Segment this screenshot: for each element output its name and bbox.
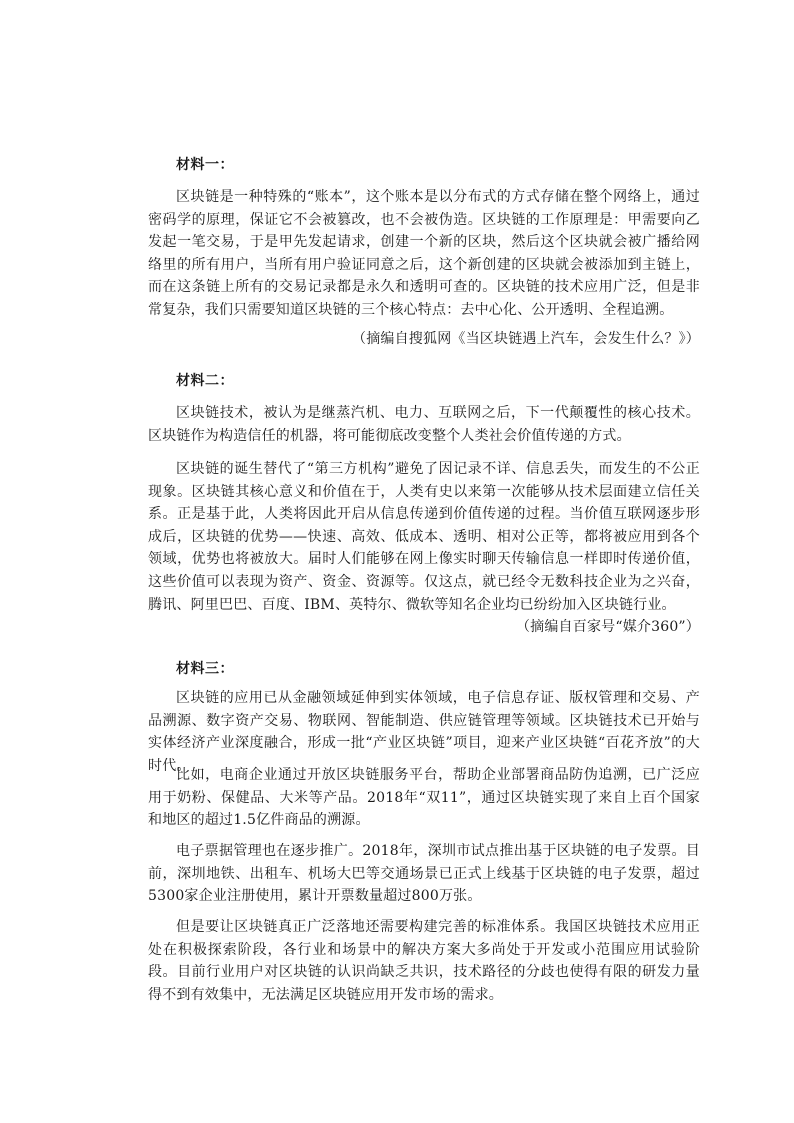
material3-paragraph-1: 区块链的应用已从金融领域延伸到实体领域，电子信息存证、版权管理和交易、产品溯源、数字资产交易、物联网、智能制造、供应链管理等领域。区块链技术已开始与实体经济产业深度融合，形成一批“产业区块链”项目，迎来产业区块链“百花齐放”的大时代。 bbox=[148, 690, 700, 774]
material2-paragraph-2: 区块链的诞生替代了“第三方机构”避免了因记录不详、信息丢失，而发生的不公正现象。区块链其核心意义和价值在于，人类有史以来第一次能够从技术层面建立信任关系。正是基于此，人类将因此开启从信息传递到价值传递的过程。当价值互联网逐步形成后，区块链的优势——快速、高效、低成本、透明、相对公正等，都将被应用到各个领域，优势也将被放大。届时人们能够在网上像实时聊天传输信息一样即时传递价值，这些价值可以表现为资产、资金、资源等。仅这点，就已经令无数科技企业为之兴奋，腾讯、阿里巴巴、百度、IBM、英特尔、微软等知名企业均已纷纷加入区块链行业。 bbox=[148, 461, 700, 613]
material2-heading: 材料二： bbox=[176, 373, 234, 389]
material2-source: （摘编自百家号“媒介360”） bbox=[515, 619, 700, 635]
material3-heading: 材料三： bbox=[176, 661, 234, 677]
material2-paragraph-1: 区块链技术，被认为是继蒸汽机、电力、互联网之后，下一代颠覆性的核心技术。区块链作为构造信任的机器，将可能彻底改变整个人类社会价值传递的方式。 bbox=[148, 405, 700, 444]
material3-paragraph-4: 但是要让区块链真正广泛落地还需要构建完善的标准体系。我国区块链技术应用正处在积极探索阶段，各行业和场景中的解决方案大多尚处于开发或小范围应用试验阶段。目前行业用户对区块链的认识尚缺乏共识，技术路径的分歧也使得有限的研发力量得不到有效集中，无法满足区块链应用开发市场的需求。 bbox=[148, 919, 700, 1003]
material3-paragraph-3: 电子票据管理也在逐步推广。2018年，深圳市试点推出基于区块链的电子发票。目前，深圳地铁、出租车、机场大巴等交通场景已正式上线基于区块链的电子发票，超过5300家企业注册使用，累计开票数量超过800万张。 bbox=[148, 843, 700, 905]
material1-heading: 材料一： bbox=[176, 157, 234, 173]
material3-paragraph-2: 比如，电商企业通过开放区块链服务平台，帮助企业部署商品防伪追溯，已广泛应用于奶粉、保健品、大米等产品。2018年“双11”，通过区块链实现了来自上百个国家和地区的超过1.5亿件商品的溯源。 bbox=[148, 767, 700, 829]
material1-paragraph-1: 区块链是一种特殊的“账本”，这个账本是以分布式的方式存储在整个网络上，通过密码学的原理，保证它不会被篡改，也不会被伪造。区块链的工作原理是：甲需要向乙发起一笔交易，于是甲先发起请求，创建一个新的区块，然后这个区块就会被广播给网络里的所有用户，当所有用户验证同意之后，这个新创建的区块就会被添加到主链上，而在这条链上所有的交易记录都是永久和透明可查的。区块链的技术应用广泛，但是非常复杂，我们只需要知道区块链的三个核心特点：去中心化、公开透明、全程追溯。 bbox=[148, 189, 700, 318]
material1-source: （摘编自搜狐网《当区块链遇上汽车，会发生什么？》） bbox=[352, 331, 700, 347]
